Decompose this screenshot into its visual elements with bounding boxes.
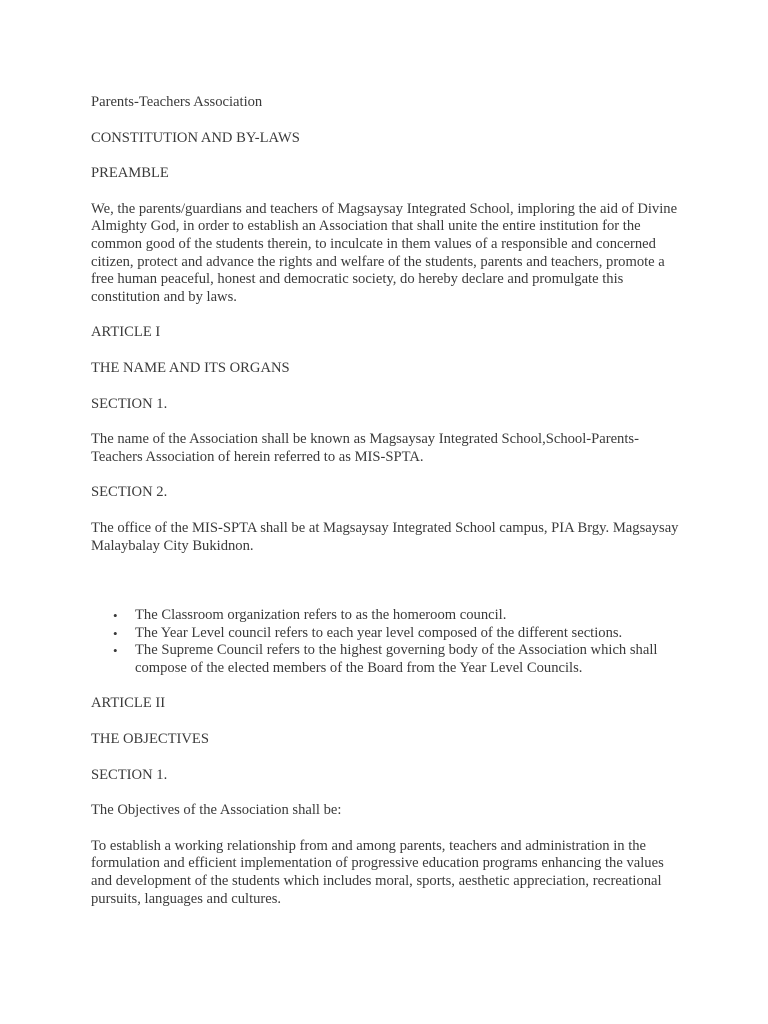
article-1-section-2-heading: SECTION 2. xyxy=(91,484,168,501)
bullet-icon: • xyxy=(113,608,118,624)
article-2-heading: ARTICLE II xyxy=(91,695,166,712)
organs-list xyxy=(91,607,688,677)
preamble-heading: PREAMBLE xyxy=(91,165,169,182)
article-2-title: THE OBJECTIVES xyxy=(91,731,209,748)
article-1-title: THE NAME AND ITS ORGANS xyxy=(91,359,290,376)
list-item xyxy=(91,607,688,625)
document-title: CONSTITUTION AND BY-LAWS xyxy=(91,129,300,146)
article-1-section-2-text: The office of the MIS-SPTA shall be at Magsaysay Integrated School campus, PIA Brgy. Magsaysay Malaybalay City Bukidnon. xyxy=(91,519,679,554)
bullet-icon: • xyxy=(113,625,118,641)
list-item-text: The Classroom organization refers to as the homeroom council. xyxy=(135,607,507,624)
org-title: Parents-Teachers Association xyxy=(91,94,263,110)
article-1-heading: ARTICLE I xyxy=(91,324,161,341)
list-item xyxy=(91,642,688,677)
article-1-section-1-heading: SECTION 1. xyxy=(91,395,168,412)
list-item-text: The Year Level council refers to each year level composed of the different sections. xyxy=(135,624,623,641)
article-2-section-1-intro: The Objectives of the Association shall be: xyxy=(91,802,342,819)
list-item xyxy=(91,625,688,643)
article-2-section-1-text: To establish a working relationship from and among parents, teachers and administration in the formulation and efficient implementation of progressive education programs enhancing the values and development of the students which includes moral, sports, aesthetic appreciation, recreational pursuits, languages and cultures. xyxy=(91,837,664,907)
list-item-text: The Supreme Council refers to the highest governing body of the Association which shall compose of the elected members of the Board from the Year Level Councils. xyxy=(135,642,658,676)
blank-gap xyxy=(91,573,688,607)
preamble-text: We, the parents/guardians and teachers of Magsaysay Integrated School, imploring the aid of Divine Almighty God, in order to establish an Association that shall unite the entire institution for the common good of the students therein, to inculcate in them values of a responsible and concerned citizen, protect and advance the rights and welfare of the students, parents and teachers, promote a free human peaceful, honest and democratic society, do hereby declare and promulgate this constitution and by laws. xyxy=(91,200,678,305)
article-1-section-1-text: The name of the Association shall be known as Magsaysay Integrated School,School-Parents-Teachers Association of herein referred to as MIS-SPTA. xyxy=(91,431,639,465)
bullet-icon: • xyxy=(113,643,118,659)
article-2-section-1-heading: SECTION 1. xyxy=(91,766,168,783)
